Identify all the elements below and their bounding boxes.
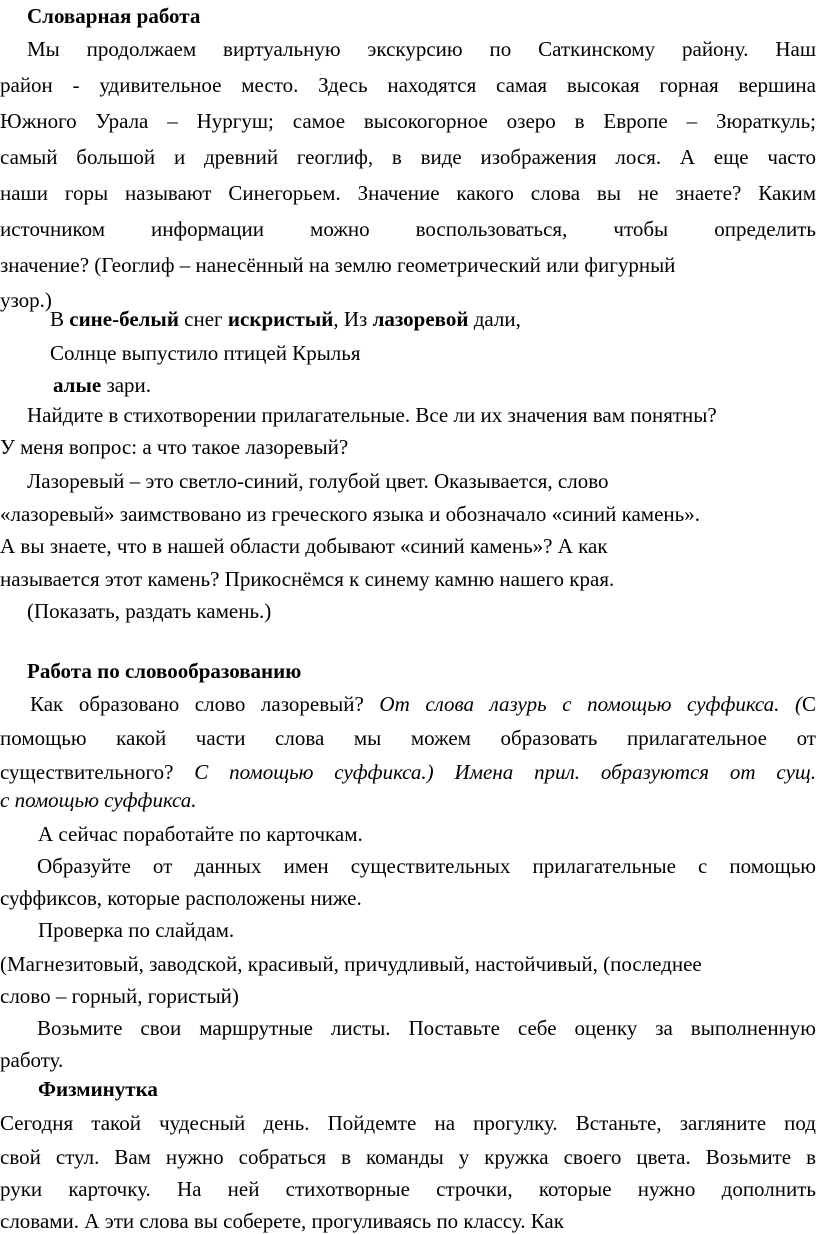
paragraph-line: Сегодня такой чудесный день. Пойдемте на прогулку. Встаньте, загляните под xyxy=(0,1111,816,1135)
heading-fizminutka: Физминутка xyxy=(38,1077,158,1101)
paragraph-line: узор.) xyxy=(0,288,52,312)
paragraph-line: Лазоревый – это светло-синий, голубой цвет. Оказывается, слово xyxy=(27,469,609,493)
paragraph-line: источником информации можно воспользоваться, чтобы определить xyxy=(0,217,816,241)
poem-line-3: алые зари. xyxy=(53,373,152,397)
paragraph-line: Мы продолжаем виртуальную экскурсию по Саткинскому району. Наш xyxy=(27,37,816,61)
paragraph-line: слово – горный, гористый) xyxy=(0,984,239,1008)
paragraph-line: Проверка по слайдам. xyxy=(38,918,235,942)
paragraph-line: словами. А эти слова вы соберете, прогуливаясь по классу. Как xyxy=(0,1209,564,1233)
paragraph-line: Найдите в стихотворении прилагательные. Все ли их значения вам понятны? xyxy=(27,403,717,427)
paragraph-line: А сейчас поработайте по карточкам. xyxy=(38,822,363,846)
paragraph-line: А вы знаете, что в нашей области добывают «синий камень»? А как xyxy=(0,534,608,558)
heading-word-formation: Работа по словообразованию xyxy=(27,659,302,683)
paragraph-line: район - удивительное место. Здесь находятся самая высокая горная вершина xyxy=(0,73,816,97)
paragraph-line: значение? (Геоглиф – нанесённый на землю геометрический или фигурный xyxy=(0,253,676,277)
paragraph-line: свой стул. Вам нужно собраться в команды у кружка своего цвета. Возьмите в xyxy=(0,1145,816,1169)
paragraph-line: Образуйте от данных имен существительных прилагательные с помощью xyxy=(37,854,816,878)
paragraph-line: (Показать, раздать камень.) xyxy=(27,599,272,623)
paragraph-line: существительного? С помощью суффикса.) Имена прил. образуются от сущ. xyxy=(0,760,816,784)
paragraph-line: Возьмите свои маршрутные листы. Поставьте себе оценку за выполненную xyxy=(37,1016,816,1040)
paragraph-line: самый большой и древний геоглиф, в виде изображения лося. А еще часто xyxy=(0,145,816,169)
paragraph-line: с помощью суффикса. xyxy=(0,788,197,812)
paragraph-line: руки карточку. На ней стихотворные строчки, которые нужно дополнить xyxy=(0,1177,816,1201)
paragraph-line: Как образовано слово лазоревый? От слова лазурь с помощью суффикса. (С xyxy=(30,692,816,716)
paragraph-line: называется этот камень? Прикоснёмся к синему камню нашего края. xyxy=(0,567,615,591)
poem-line-2: Солнце выпустило птицей Крылья xyxy=(50,341,361,365)
paragraph-line: «лазоревый» заимствовано из греческого языка и обозначало «синий камень». xyxy=(0,502,700,526)
paragraph-line: помощью какой части слова мы можем образовать прилагательное от xyxy=(0,726,816,750)
paragraph-line: У меня вопрос: а что такое лазоревый? xyxy=(0,435,349,459)
paragraph-line: наши горы называют Синегорьем. Значение какого слова вы не знаете? Каким xyxy=(0,181,816,205)
paragraph-line: Южного Урала – Нургуш; самое высокогорное озеро в Европе – Зюраткуль; xyxy=(0,109,816,133)
heading-vocabulary-work: Словарная работа xyxy=(27,4,201,28)
paragraph-line: (Магнезитовый, заводской, красивый, причудливый, настойчивый, (последнее xyxy=(0,952,702,976)
paragraph-line: суффиксов, которые расположены ниже. xyxy=(0,886,362,910)
paragraph-line: работу. xyxy=(0,1048,64,1072)
poem-line-1: В сине-белый снег искристый, Из лазоревой дали, xyxy=(50,307,521,331)
